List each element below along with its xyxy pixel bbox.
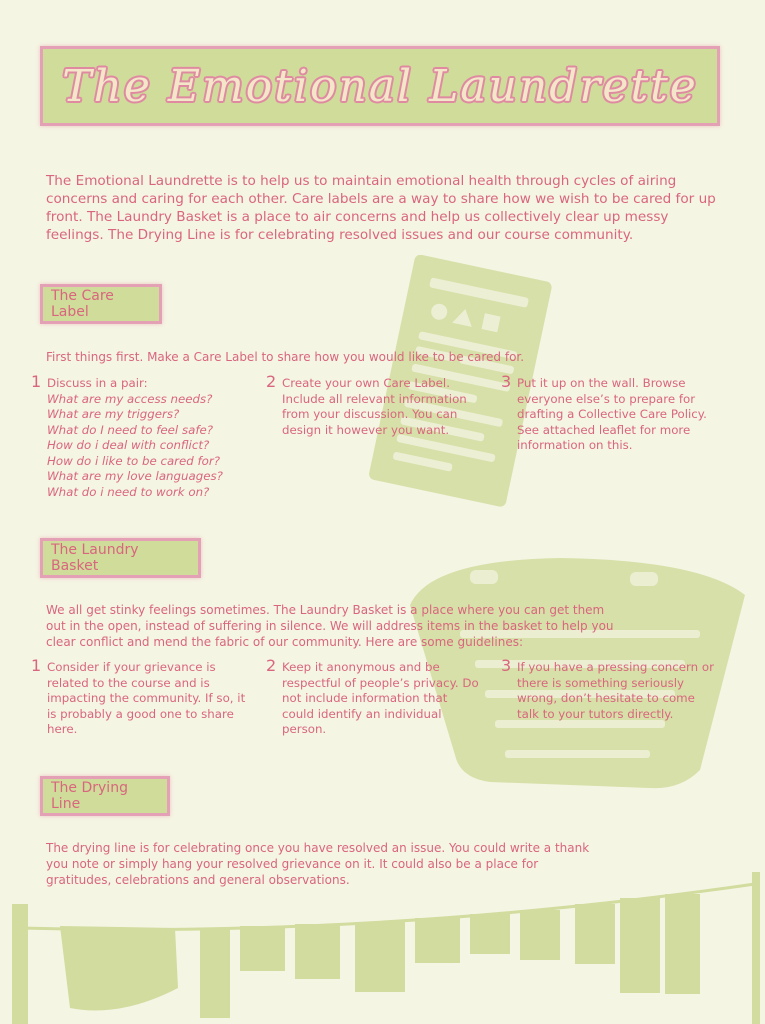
question-item: What do I need to feel safe?: [47, 422, 213, 437]
basket-step-1: [31, 656, 252, 738]
question-item: What are my access needs?: [47, 391, 213, 406]
care-step-1: [31, 372, 252, 500]
laundry-basket-heading: [40, 538, 201, 578]
step-number: 3: [501, 656, 512, 675]
laundry-basket-heading-text: The Laundry Basket: [51, 542, 139, 574]
step-text: Consider if your grievance is related to the course and is impacting the community. If so, it is probably a good one to share here.: [47, 660, 246, 736]
care-label-heading-text: The Care Label: [51, 288, 114, 320]
question-item: What are my love languages?: [47, 469, 223, 483]
page-title: The Emotional Laundrette: [62, 60, 698, 112]
drying-line-heading-text: The Drying Line: [51, 780, 128, 812]
question-item: How do i like to be cared for?: [47, 453, 220, 468]
step-text: Create your own Care Label. Include all relevant information from your discussion. You can design it however you want.: [282, 376, 467, 437]
step-text: Discuss in a pair:: [47, 376, 148, 390]
care-label-lead: First things first. Make a Care Label to share how you would like to be cared for.: [46, 350, 525, 364]
question-item: What are my triggers?: [47, 407, 180, 421]
question-item: What do i need to work on?: [47, 484, 210, 499]
basket-step-3: [501, 656, 717, 722]
care-label-heading: [40, 284, 162, 324]
step-text: Put it up on the wall. Browse everyone else’s to prepare for drafting a Collective Care Policy. See attached leaflet for more information on this.: [517, 376, 707, 452]
step-number: 2: [266, 656, 277, 675]
step-number: 2: [266, 372, 277, 391]
step-number: 1: [31, 656, 42, 675]
care-step-3: [501, 372, 722, 454]
basket-step-2: [266, 656, 482, 738]
laundry-basket-lead: We all get stinky feelings sometimes. The Laundry Basket is a place where you can get them out in the open, instead of suffering in silence. We will address items in the basket to help you clear conflict and mend the fabric of our community. Here are some guidelines:: [46, 603, 614, 649]
care-step-2: [266, 372, 482, 438]
step-number: 1: [31, 372, 42, 391]
title-banner: [40, 46, 720, 126]
step-number: 3: [501, 372, 512, 391]
step-text: Keep it anonymous and be respectful of people’s privacy. Do not include information that could identify an individual person.: [282, 660, 479, 736]
intro-text: The Emotional Laundrette is to help us to maintain emotional health through cycles of airing concerns and caring for each other. Care labels are a way to share how we wish to be cared for up front. The Laundry Basket is a place to air concerns and help us collectively clear up messy feelings. The Drying Line is for celebrating resolved issues and our course community.: [46, 173, 716, 243]
drying-line-lead: The drying line is for celebrating once you have resolved an issue. You could write a thank you note or simply hang your resolved grievance on it. It could also be a place for gratitudes, celebrations and general observations.: [46, 841, 590, 887]
drying-line-illustration: [0, 868, 765, 1024]
step-text: If you have a pressing concern or there is something seriously wrong, don’t hesitate to come talk to your tutors directly.: [517, 660, 714, 721]
question-item: How do i deal with conflict?: [47, 438, 210, 452]
drying-line-heading: [40, 776, 170, 816]
